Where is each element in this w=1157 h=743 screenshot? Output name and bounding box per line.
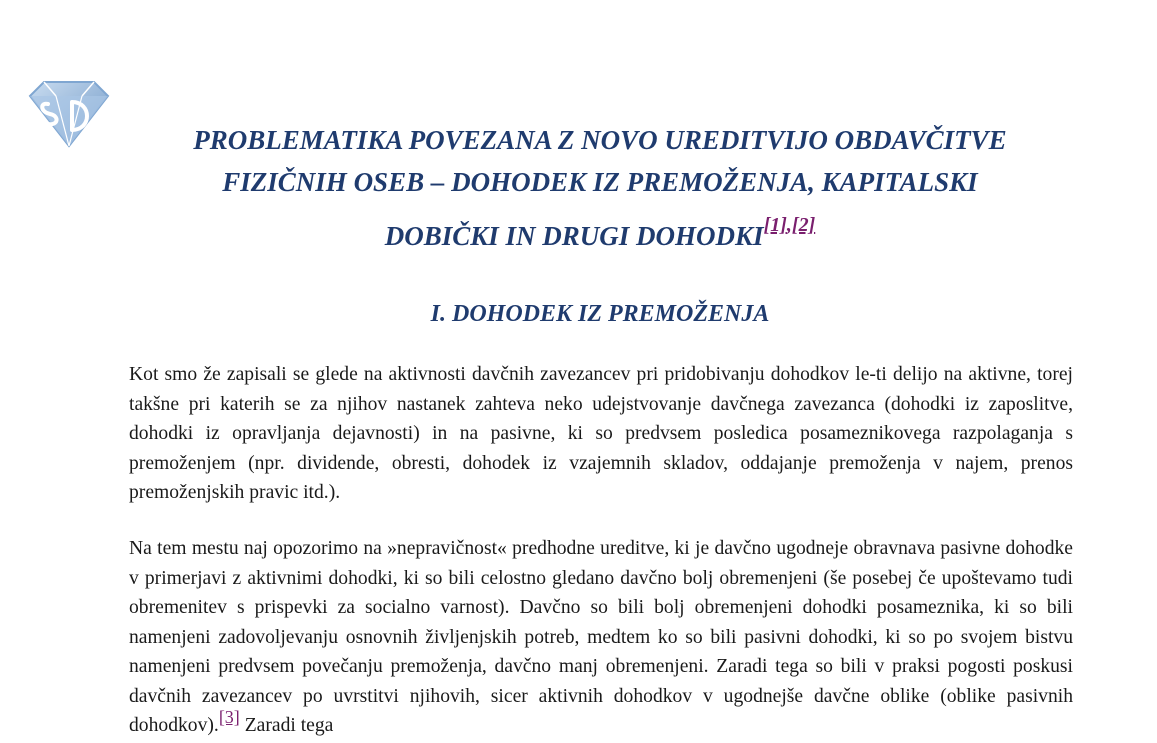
document-title-line-2: FIZIČNIH OSEB – DOHODEK IZ PREMOŽENJA, KAPITALSKI bbox=[222, 167, 978, 197]
diamond-logo-icon bbox=[26, 78, 112, 150]
paragraph-2-text: Na tem mestu naj opozorimo na »nepravičnost« predhodne ureditve, ki je davčno ugodneje obravnava pasivne dohodke v primerjavi z aktivnimi dohodki, ki so bili celostno gledano davčno bolj obremenjeni (še posebej če upoštevamo tudi obremenitev s prispevki za socialno varnost). Davčno so bili bolj obremenjeni dohodki posameznika, ki so bili namenjeni zadovoljevanju osnovnih življenjskih potreb, medtem ko so bili pasivni dohodki, ki so po svojem bistvu namenjeni predvsem povečanju premoženja, davčno manj obremenjeni. Zaradi tega so bili v praksi pogosti poskusi davčnih zavezancev po uvrstitvi njihovih, sicer aktivnih dohodkov v ugodnejše davčne oblike (oblike pasivnih dohodkov). bbox=[129, 538, 1073, 736]
section-heading: I. DOHODEK IZ PREMOŽENJA bbox=[430, 301, 770, 327]
footnote-link-2[interactable]: [2] bbox=[791, 214, 816, 236]
document-title-line-3-text: DOBIČKI IN DRUGI DOHODKI bbox=[384, 221, 764, 251]
paragraph-2 bbox=[129, 534, 1073, 741]
footnote-link-1[interactable]: [1] bbox=[763, 214, 787, 236]
paragraph-1: Kot smo že zapisali se glede na aktivnosti davčnih zavezancev pri pridobivanju dohodkov le-ti delijo na aktivne, torej takšne pri katerih se za njihov nastanek zahteva neko udejstvovanje davčnega zavezanca (dohodki iz zaposlitve, dohodki iz opravljanja dejavnosti) in na pasivne, ki so predvsem posledica posameznikovega razpolaganja s premoženjem (npr. dividende, obresti, dohodek iz vzajemnih skladov, oddajanje premoženja v najem, prenos premoženjskih pravic itd.). bbox=[129, 364, 1073, 503]
document-title-line-1: PROBLEMATIKA POVEZANA Z NOVO UREDITVIJO OBDAVČITVE bbox=[193, 125, 1007, 155]
footnote-link-3[interactable]: [3] bbox=[218, 707, 240, 727]
footnote-separator: , bbox=[786, 214, 792, 236]
paragraph-2-tail: Zaradi tega bbox=[239, 715, 334, 736]
document-title-line-3 bbox=[120, 216, 1080, 256]
